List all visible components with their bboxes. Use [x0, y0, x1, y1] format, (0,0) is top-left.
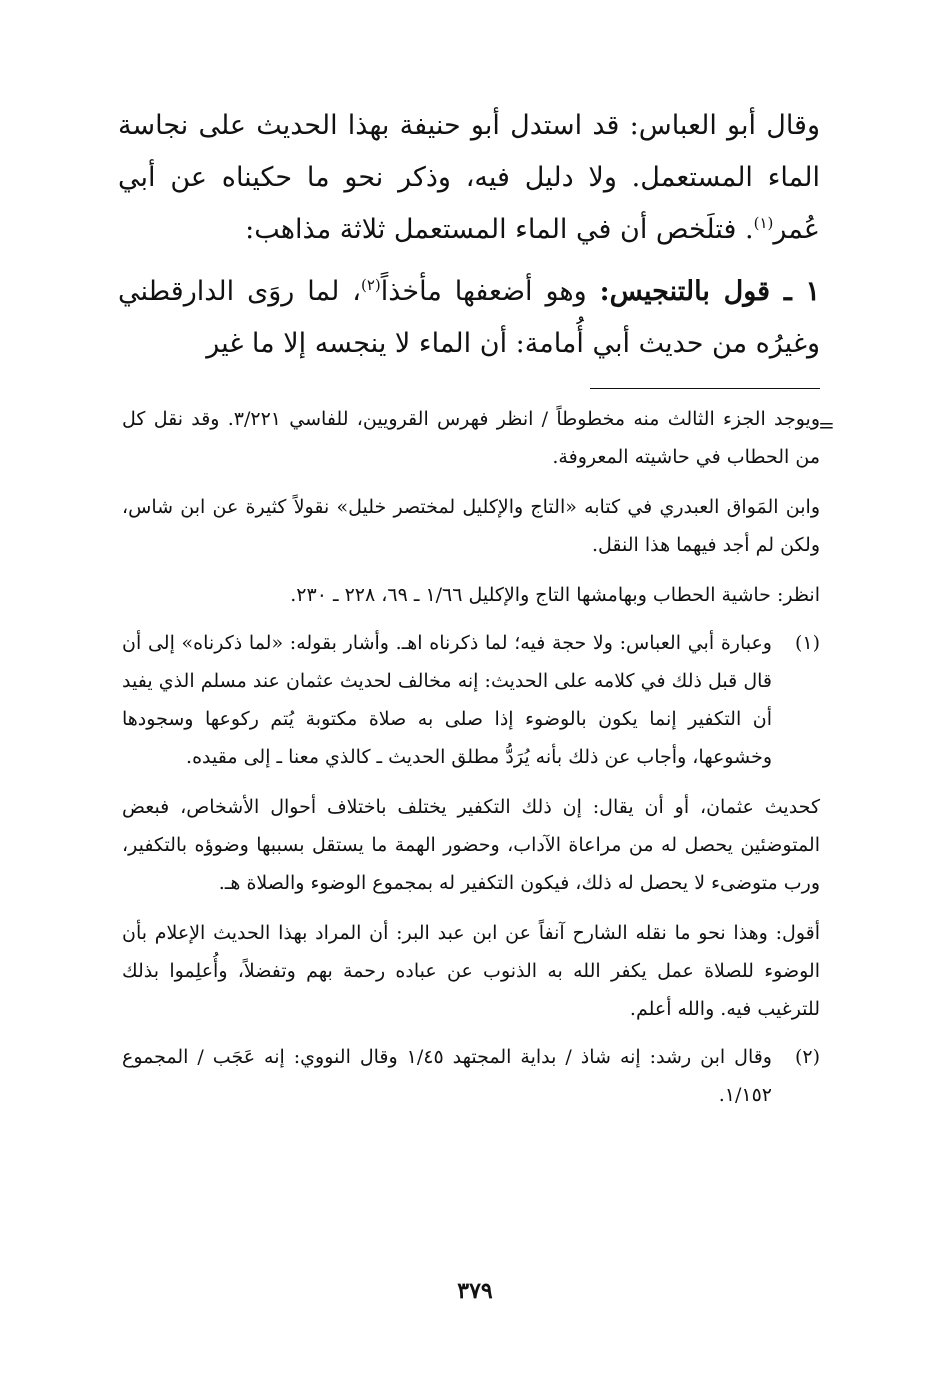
footnotes [122, 400, 820, 1114]
footnote-ref-1[interactable]: (١) [753, 214, 774, 232]
footnote-1-text: وعبارة أبي العباس: ولا حجة فيه؛ لما ذكرناه اهـ. وأشار بقوله: «لما ذكرناه» إلى أن قال قبل ذلك في كلامه على الحديث: إنه مخالف لحديث عثمان عند مسلم الذي يفيد أن التكفير إنما يكون بالوضوء إذا صلى به صلاة مكتوبة يُتم ركوعها وسجودها وخشوعها، وأجاب عن ذلك بأنه يُرَدُّ مطلق الحديث ـ كالذي معنا ـ إلى مقيده. [122, 632, 772, 768]
footnote-2-text: وقال ابن رشد: إنه شاذ / بداية المجتهد ١/٤٥ وقال النووي: إنه عَجَب / المجموع ١/١٥٢. [122, 1046, 772, 1106]
footnote-1-p2: كحديث عثمان، أو أن يقال: إن ذلك التكفير يختلف باختلاف أحوال الأشخاص، فبعض المتوضئين يحصل له من مراعاة الآداب، وحضور الهمة ما يستقل بسببها وضوؤه بالتكفير، ورب متوضىء لا يحصل له ذلك، فيكون التكفير له بمجموع الوضوء والصلاة هـ. [122, 796, 820, 894]
continued-note-p2: وابن المَواق العبدري في كتابه «التاج والإكليل لمختصر خليل» نقولاً كثيرة عن ابن شاس، ولكن لم أجد فيهما هذا النقل. [122, 496, 820, 556]
page-number: ٣٧٩ [457, 1278, 493, 1304]
paragraph-1 [118, 100, 820, 256]
continued-note-p3: انظر: حاشية الحطاب وبهامشها التاج والإكليل ١/٦٦ ـ ٦٩، ٢٢٨ ـ ٢٣٠. [290, 584, 820, 606]
paragraph-1-text: وقال أبو العباس: قد استدل أبو حنيفة بهذا الحديث على نجاسة الماء المستعمل. ولا دليل فيه، وذكر نحو ما حكيناه عن أبي عُمر [118, 110, 820, 245]
paragraph-1-end: . فتلَخص أن في الماء المستعمل ثلاثة مذاهب: [245, 214, 754, 245]
paragraph-2 [118, 266, 820, 370]
footnote-ref-2[interactable]: (٢) [360, 276, 381, 294]
footnote-1 [122, 624, 820, 776]
footnote-2 [122, 1038, 820, 1114]
item-1-text: وهو أضعفها مأخذاً [380, 276, 600, 307]
main-text [118, 100, 820, 370]
item-1-rest: ، لما روَى الدارقطني وغيرُه من حديث أبي أُمامة: أن الماء لا ينجسه إلا ما غير [118, 276, 820, 359]
item-1-label: ١ ـ قول بالتنجيس: [599, 276, 820, 307]
continuation-mark: = [818, 413, 835, 437]
footnote-1-number: (١) [794, 632, 820, 654]
footnote-divider [590, 388, 820, 389]
continued-note-p1: ويوجد الجزء الثالث منه مخطوطاً / انظر فهرس القرويين، للفاسي ٣/٢٢١. وقد نقل كل من الحطاب في حاشيته المعروفة. [122, 408, 820, 468]
footnote-2-number: (٢) [794, 1046, 820, 1068]
footnote-1-p3: أقول: وهذا نحو ما نقله الشارح آنفاً عن ابن عبد البر: أن المراد بهذا الحديث الإعلام بأن الوضوء للصلاة عمل يكفر الله به الذنوب عن عباده رحمة بهم وتفضلاً، وأُعلِموا بذلك للترغيب فيه. والله أعلم. [122, 922, 820, 1020]
